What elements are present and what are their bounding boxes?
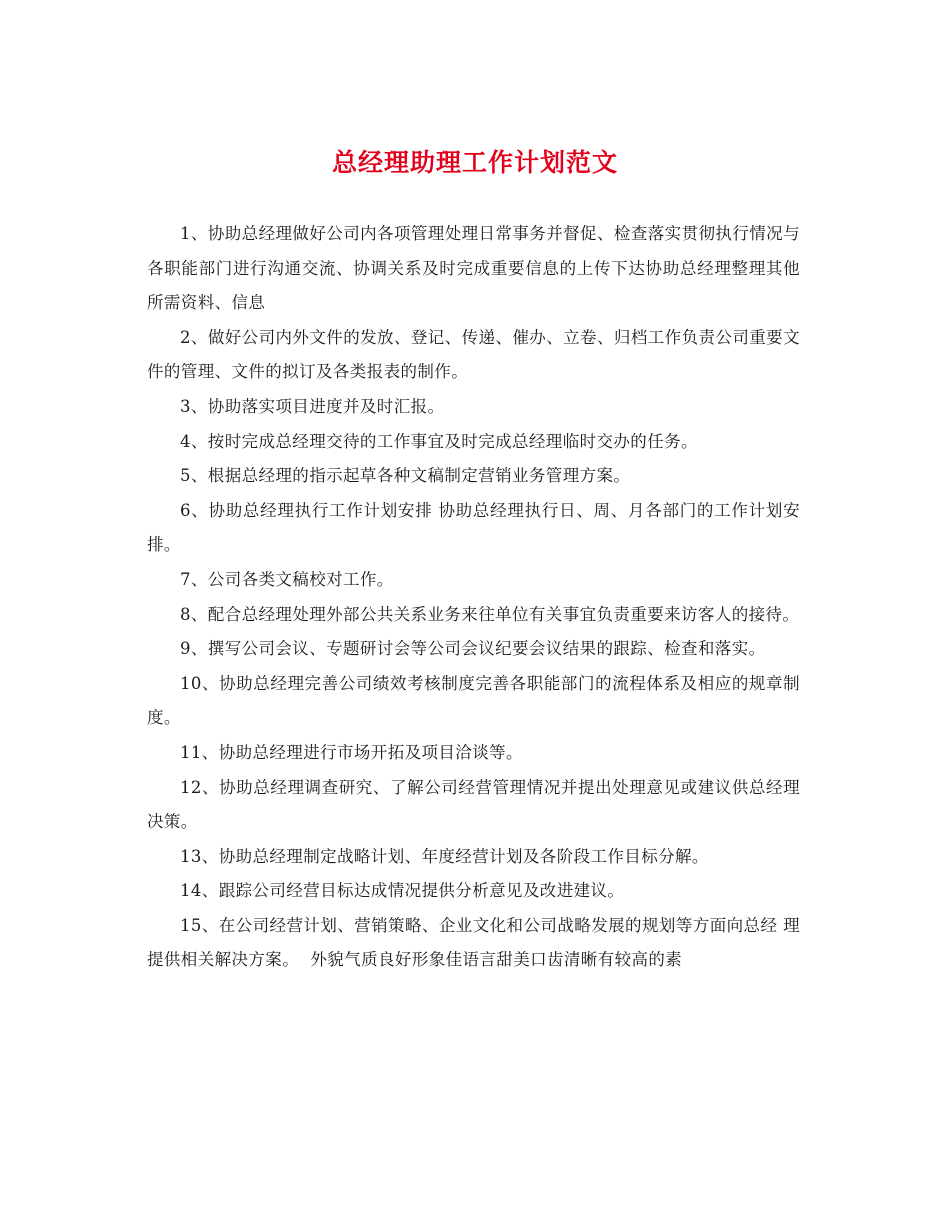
paragraph-1: 1、协助总经理做好公司内各项管理处理日常事务并督促、检查落实贯彻执行情况与各职能部门进行沟通交流、协调关系及时完成重要信息的上传下达协助总经理整理其他所需资料、信息 xyxy=(147,224,800,313)
paragraph-5: 5、根据总经理的指示起草各种文稿制定营销业务管理方案。 xyxy=(180,466,631,486)
paragraph-9: 9、撰写公司会议、专题研讨会等公司会议纪要会议结果的跟踪、检查和落实。 xyxy=(180,639,766,659)
paragraph-2: 2、做好公司内外文件的发放、登记、传递、催办、立卷、归档工作负责公司重要文件的管理、文件的拟订及各类报表的制作。 xyxy=(147,327,800,382)
document-body xyxy=(147,217,800,978)
paragraph-15: 15、在公司经营计划、营销策略、企业文化和公司战略发展的规划等方面向总经 理提供相关解决方案。 外貌气质良好形象佳语言甜美口齿清晰有较高的素 xyxy=(147,915,800,970)
paragraph-3: 3、协助落实项目进度并及时汇报。 xyxy=(180,396,445,416)
paragraph-11: 11、协助总经理进行市场开拓及项目洽谈等。 xyxy=(180,742,523,762)
paragraph-6: 6、协助总经理执行工作计划安排 协助总经理执行日、周、月各部门的工作计划安排。 xyxy=(147,500,800,555)
document-title: 总经理助理工作计划范文 xyxy=(331,148,618,177)
paragraph-8: 8、配合总经理处理外部公共关系业务来往单位有关事宜负责重要来访客人的接待。 xyxy=(180,604,800,624)
paragraph-7: 7、公司各类文稿校对工作。 xyxy=(180,569,394,589)
paragraph-4: 4、按时完成总经理交待的工作事宜及时完成总经理临时交办的任务。 xyxy=(180,431,698,451)
paragraph-13: 13、协助总经理制定战略计划、年度经营计划及各阶段工作目标分解。 xyxy=(180,846,709,866)
paragraph-10: 10、协助总经理完善公司绩效考核制度完善各职能部门的流程体系及相应的规章制度。 xyxy=(147,673,800,728)
paragraph-14: 14、跟踪公司经营目标达成情况提供分析意见及改进建议。 xyxy=(180,881,625,901)
paragraph-12: 12、协助总经理调查研究、了解公司经营管理情况并提出处理意见或建议供总经理决策。 xyxy=(147,777,800,832)
